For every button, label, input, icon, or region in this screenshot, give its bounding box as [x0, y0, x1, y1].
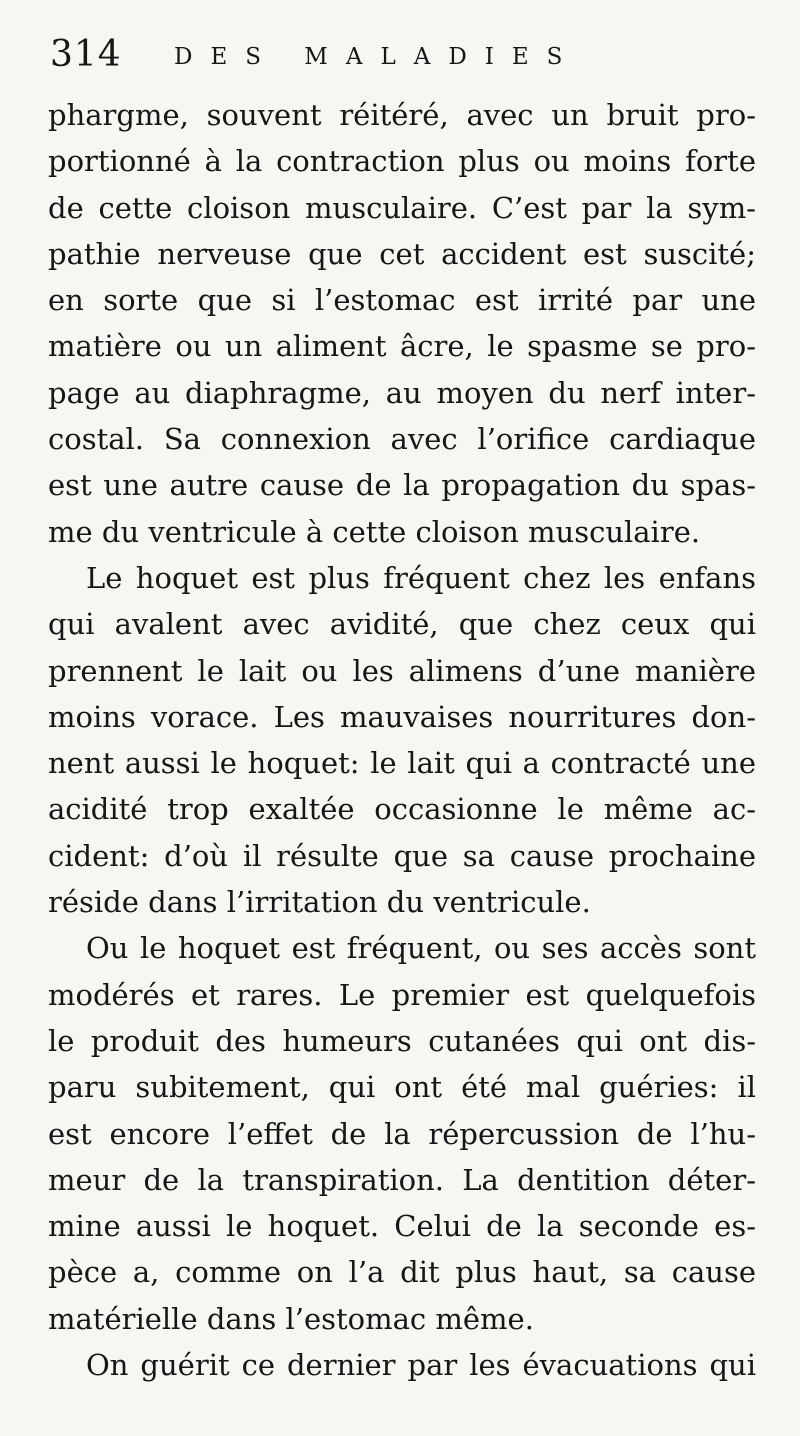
text-line: Le hoquet est plus fréquent chez les enfans [86, 560, 756, 595]
paragraph [48, 1342, 756, 1388]
text-line: mine aussi le hoquet. Celui de la seconde es- [48, 1209, 756, 1244]
page-header [48, 26, 756, 96]
text-line: nent aussi le hoquet: le lait qui a contracté une [48, 746, 756, 781]
text-line: prennent le lait ou les alimens d’une manière [48, 653, 756, 688]
text-line: me du ventricule à cette cloison musculaire. [48, 514, 701, 549]
text-line: costal. Sa connexion avec l’orifice cardiaque [48, 422, 756, 457]
text-line: matérielle dans l’estomac même. [48, 1301, 534, 1336]
paragraph [48, 555, 756, 925]
text-line: qui avalent avec avidité, que chez ceux qui [48, 607, 756, 642]
text-line: On guérit ce dernier par les évacuations qui [86, 1348, 756, 1383]
text-line: réside dans l’irritation du ventricule. [48, 885, 591, 920]
running-head: DES MALADIES [174, 44, 581, 70]
text-line: pèce a, comme on l’a dit plus haut, sa cause [48, 1255, 756, 1290]
text-line: page au diaphragme, au moyen du nerf inter- [48, 375, 756, 410]
text-line: de cette cloison musculaire. C’est par la sym- [48, 190, 756, 225]
paragraph [48, 925, 756, 1342]
text-line: en sorte que si l’estomac est irrité par une [48, 283, 756, 318]
text-line: est encore l’effet de la répercussion de l’hu- [48, 1116, 756, 1151]
text-line: acidité trop exaltée occasionne le même ac- [48, 792, 756, 827]
text-line: Ou le hoquet est fréquent, ou ses accès sont [86, 931, 756, 966]
text-line: moins vorace. Les mauvaises nourritures don- [48, 699, 756, 734]
page-body [48, 92, 756, 1388]
text-line: phargme, souvent réitéré, avec un bruit pro- [48, 98, 756, 132]
text-line: cident: d’où il résulte que sa cause prochaine [48, 838, 756, 873]
text-line: meur de la transpiration. La dentition déter- [48, 1162, 756, 1197]
text-line: matière ou un aliment âcre, le spasme se pro- [48, 329, 756, 364]
text-line: paru subitement, qui ont été mal guéries: il [48, 1070, 756, 1105]
text-line: le produit des humeurs cutanées qui ont dis- [48, 1023, 756, 1058]
paragraph-continued [48, 92, 756, 555]
text-line: est une autre cause de la propagation du spas- [48, 468, 756, 503]
page-number: 314 [50, 34, 122, 75]
text-line: modérés et rares. Le premier est quelquefois [48, 977, 756, 1012]
text-line: pathie nerveuse que cet accident est suscité; [48, 236, 756, 271]
text-line: portionné à la contraction plus ou moins forte [48, 144, 756, 179]
